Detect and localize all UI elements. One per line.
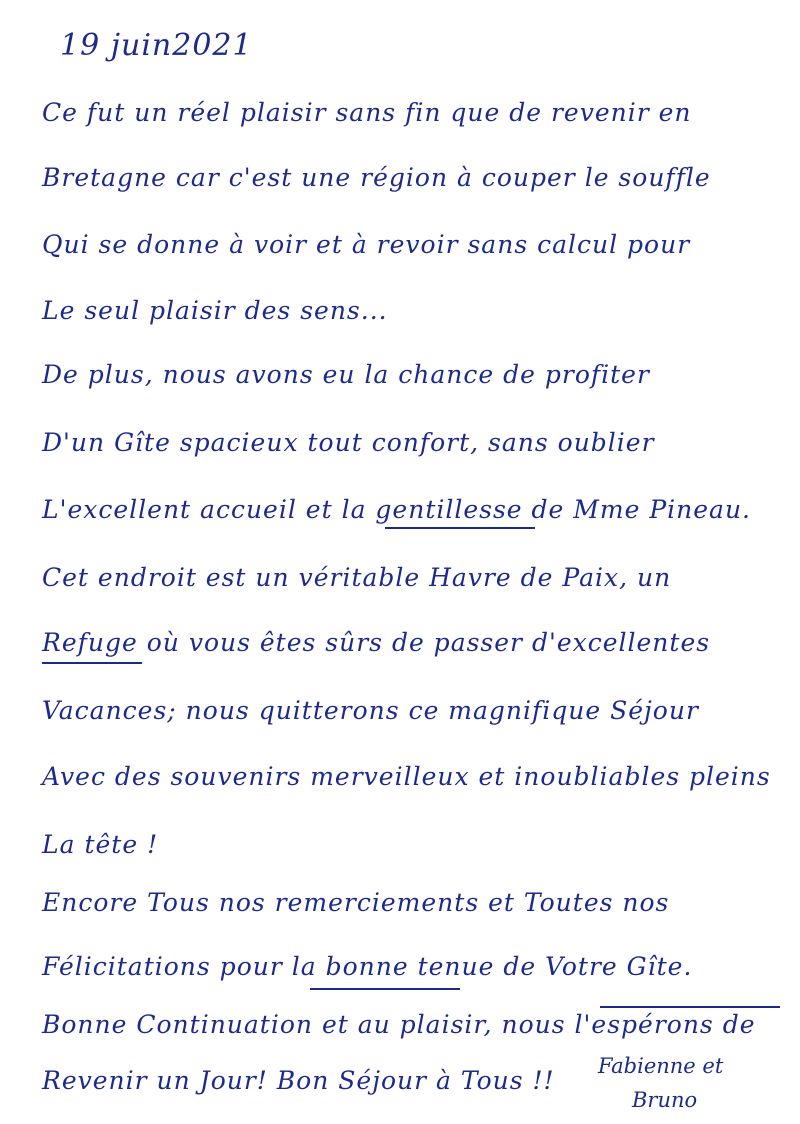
letter-line-6: D'un Gîte spacieux tout confort, sans oublier (42, 428, 655, 457)
letter-line-1: Ce fut un réel plaisir sans fin que de revenir en (42, 98, 692, 127)
letter-line-10: Vacances; nous quitterons ce magnifique Séjour (42, 696, 699, 725)
letter-line-7: L'excellent accueil et la gentillesse de Mme Pineau. (42, 495, 752, 524)
letter-line-9: Refuge où vous êtes sûrs de passer d'excellentes (42, 628, 711, 657)
gite-underline (600, 1006, 780, 1008)
letter-line-4: Le seul plaisir des sens... (42, 296, 388, 325)
signature-line-1: Fabienne et (598, 1054, 724, 1078)
letter-line-8: Cet endroit est un véritable Havre de Paix, un (42, 563, 672, 592)
letter-line-13: Encore Tous nos remerciements et Toutes nos (42, 888, 670, 917)
letter-line-3: Qui se donne à voir et à revoir sans calcul pour (42, 230, 691, 259)
letter-line-5: De plus, nous avons eu la chance de profiter (42, 360, 650, 389)
letter-line-11: Avec des souvenirs merveilleux et inoubliables pleins (42, 762, 771, 791)
letter-line-14: Félicitations pour la bonne tenue de Votre Gîte. (42, 952, 693, 981)
letter-line-16: Revenir un Jour! Bon Séjour à Tous !! (42, 1066, 555, 1095)
letter-date: 19 juin2021 (60, 28, 253, 63)
letter-line-2: Bretagne car c'est une région à couper le souffle (42, 163, 711, 192)
letter-line-15: Bonne Continuation et au plaisir, nous l'espérons de (42, 1010, 756, 1039)
letter-line-12: La tête ! (42, 830, 159, 859)
signature-line-2: Bruno (632, 1088, 698, 1112)
bonne-tenue-underline (310, 988, 460, 990)
gentillesse-underline (385, 527, 535, 529)
refuge-underline (42, 662, 142, 664)
